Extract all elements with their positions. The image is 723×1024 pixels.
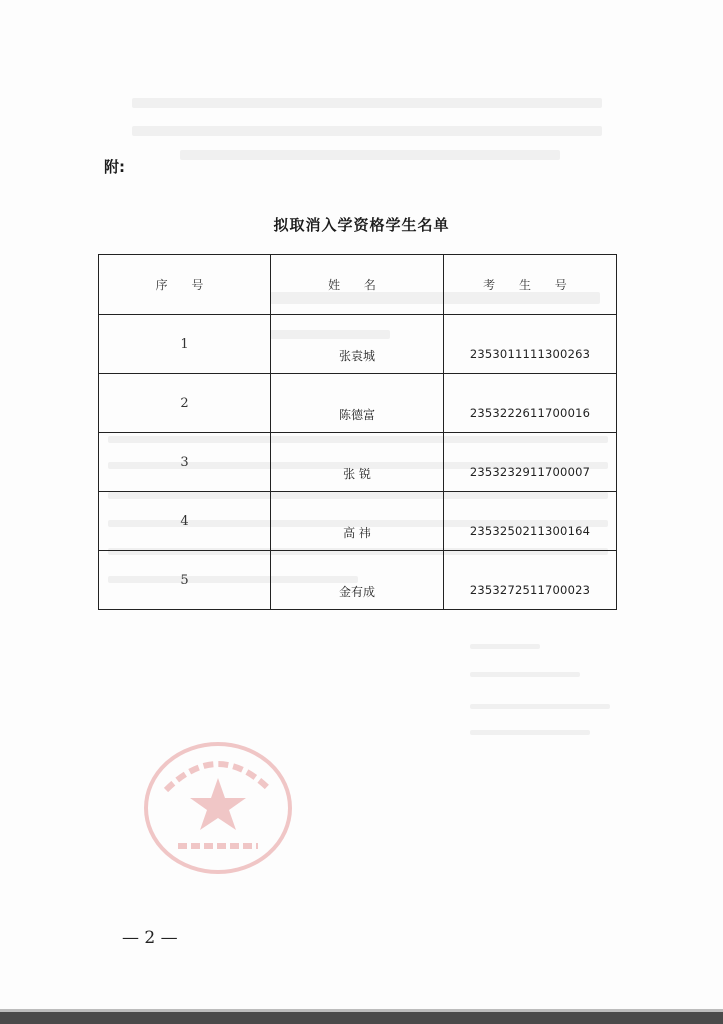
name-cell [271,315,444,374]
header-serial-number: 序 号 [99,255,271,315]
bleed-through-mark [470,672,580,677]
id-cell [444,492,617,551]
candidate-number: 2353232911700007 [469,465,591,479]
serial-number: 1 [180,337,189,352]
document-title: 拟取消入学资格学生名单 [273,216,450,234]
candidate-number: 2353222611700016 [469,406,591,420]
id-cell [444,433,617,492]
table-row [99,551,617,610]
name-cell [271,492,444,551]
id-cell [444,374,617,433]
bleed-through-mark [470,704,610,709]
table-row [99,374,617,433]
seal-star-icon [190,778,246,830]
serial-number: 3 [180,455,189,470]
table-row [99,492,617,551]
header-name: 姓 名 [271,255,444,315]
student-name: 高 祎 [343,526,371,540]
serial-number: 4 [180,514,189,529]
official-seal-icon [138,738,298,878]
serial-cell [99,315,271,374]
serial-cell [99,492,271,551]
header-candidate-number: 考 生 号 [444,255,617,315]
id-cell [444,551,617,610]
bleed-through-mark [180,150,560,160]
serial-cell [99,374,271,433]
candidate-number: 2353272511700023 [469,583,591,597]
serial-cell [99,433,271,492]
student-name: 陈德富 [338,408,375,422]
serial-cell [99,551,271,610]
table-row [99,433,617,492]
table-header-row [99,255,617,315]
name-cell [271,551,444,610]
serial-number: 5 [180,573,189,588]
attachment-label: 附: [104,158,125,176]
candidate-number: 2353250211300164 [469,524,591,538]
bleed-through-mark [470,644,540,649]
student-name: 金有成 [338,585,375,599]
id-cell [444,315,617,374]
page-number: — 2 — [122,928,178,948]
bleed-through-mark [132,126,602,136]
scan-edge-band [0,1012,723,1024]
bleed-through-mark [132,98,602,108]
serial-number: 2 [180,396,189,411]
student-list-table [98,254,617,610]
name-cell [271,433,444,492]
bleed-through-mark [470,730,590,735]
student-name: 张袁城 [338,349,375,363]
candidate-number: 2353011111300263 [469,347,591,361]
student-name: 张 锐 [343,467,371,481]
name-cell [271,374,444,433]
table-row [99,315,617,374]
